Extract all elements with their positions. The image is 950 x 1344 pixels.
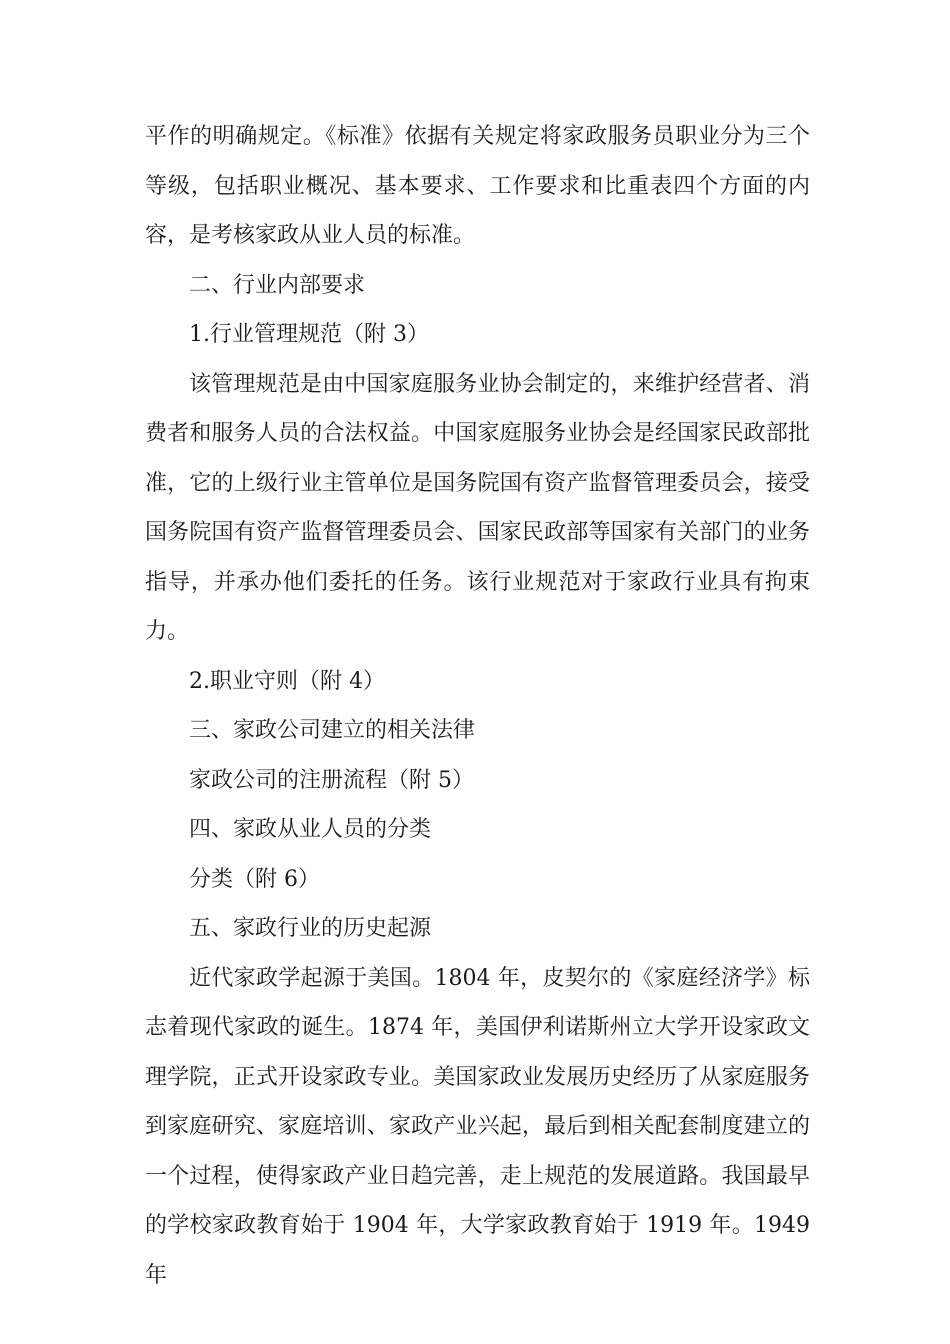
heading-staff-classification: 四、家政从业人员的分类	[189, 817, 432, 842]
heading-industry-management-norms: 1.行业管理规范（附 3）	[189, 322, 429, 347]
paragraph-standard-levels: 平作的明确规定。《标准》依据有关规定将家政服务员职业分为三个等级，包括职业概况、基本要求、工作要求和比重表四个方面的内容，是考核家政从业人员的标准。	[145, 124, 810, 248]
heading-industry-internal-requirements: 二、行业内部要求	[189, 272, 366, 298]
document-body	[145, 112, 810, 1300]
paragraph-history-origins: 近代家政学起源于美国。1804 年，皮契尔的《家庭经济学》标志着现代家政的诞生。1874 年，美国伊利诺斯州立大学开设家政文理学院，正式开设家政专业。美国家政业发展历史经历了从家庭服务到家庭研究、家庭培训、家政产业兴起，最后到相关配套制度建立的一个过程，使得家政产业日趋完善，走上规范的发展道路。我国最早的学校家政教育始于 1904 年，大学家政教育始于 1919 年。1949 年	[145, 965, 810, 1288]
heading-classification-appendix: 分类（附 6）	[189, 866, 320, 892]
heading-industry-history: 五、家政行业的历史起源	[189, 916, 432, 941]
paragraph-association-norms: 该管理规范是由中国家庭服务业协会制定的，来维护经营者、消费者和服务人员的合法权益。中国家庭服务业协会是经国家民政部批准，它的上级行业主管单位是国务院国有资产监督管理委员会，接受国务院国有资产监督管理委员会、国家民政部等国家有关部门的业务指导，并承办他们委托的任务。该行业规范对于家政行业具有拘束力。	[145, 371, 810, 644]
heading-registration-process: 家政公司的注册流程（附 5）	[189, 767, 474, 793]
heading-professional-code: 2.职业守则（附 4）	[189, 668, 385, 694]
heading-company-law: 三、家政公司建立的相关法律	[189, 718, 476, 743]
